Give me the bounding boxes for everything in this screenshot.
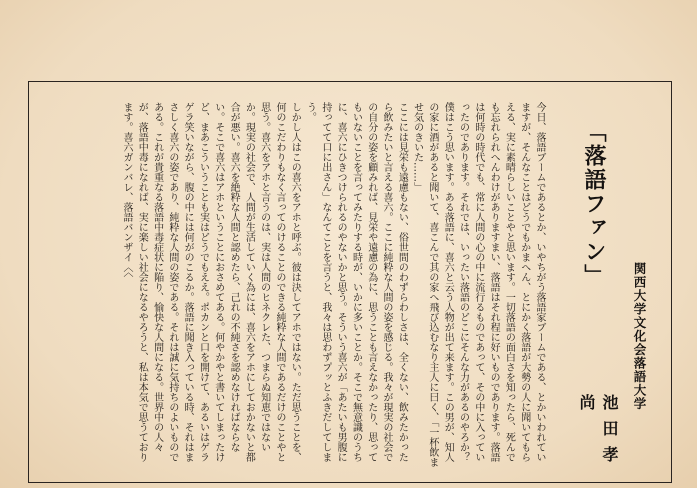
- paragraph: 今日、落語ブームであるとか、いやちがう落語家ブームである、とかいわれていますが、そんなことはどうでもかまへん、とにかく落語が大勢の人に聞いてもらえる、実に素晴らしいことやと思います。一切落語の面白さを知ったら、死んでも忘れられへんわけがありますまい、落語はそれ程に好いものであります。落語は何時の時代でも、常に人間の心の中に流行るものであって、その中に入っていったのであります。それでは、いったい落語のどこにそんな力があるのやろか？僕はこう思います。ある落語に、喜六と云う人物が出て来ます。この男が、知人の家に酒があると聞いて、喜こんで其の家へ飛び込むなり主人に曰く、「一杯飲ませ気のきいた……」: [411, 102, 545, 467]
- header-column: [551, 82, 671, 482]
- paragraph: ここには見栄も遠慮もない、俗世間のわずらわしさは、全くない、飲みたかったら飲みたいと言える喜六。ここに純粋な人間の姿を感じる。我々が現実の社会での自分の姿を顧みれば、見栄や遠慮の為に、思うことも言えなかったり、思ってもいないことを言ってみたりする時が、いかに多いことか。そこで無意識のうちに、喜六にひきつけられるのやないかと思う。そういう喜六が「あたいも男腹に持ってて口に出さん」なんてことを言うと、我々は思わずプッとふきだしてしまう。: [304, 102, 408, 462]
- paragraph: しかし人はこの喜六をアホと呼ぶ。彼は決してアホではない。ただ思うことを、何のこだわりもなく言ってのけることのできる純粋な人間であるだけのことやと思う。喜六をアホと言うのは、実は人間のヒネクレた、つまらぬ知恵ではないか。現実の社会で、人間が生活していく為には、喜六をアホにしておかないと都合が悪い。喜六を絶粋な人間と認めたら、己れの不純さを認めなければならない。そこで喜六はアホということにおさめてある。何やかやと書いてしまったけど、まあこういうことも実はどうでもええ。ポカンと口を開けて、あるいはゲラゲラ笑いながら、腹の中には何がのこるか。落語に聞き入っている時、それはまさしく喜六の姿であり、純粋な人間の姿である。それは誠に気持ちのよいものである。これが貴重なる落語中毒症状に陥り、愉快な人間になる。世界中の人々が、落語中毒になれば、実に楽しい社会になるやろうと、私は本気で思うております。喜六ガンバレ、落語バンザイ〈〈: [120, 102, 301, 462]
- article-body: [47, 102, 547, 470]
- article-frame: [28, 81, 672, 483]
- article-title: 「落語ファン」: [581, 120, 606, 288]
- author-name: 池田孝尚: [577, 394, 619, 472]
- author-affiliation: 関西大学文化会落語大学: [632, 262, 647, 411]
